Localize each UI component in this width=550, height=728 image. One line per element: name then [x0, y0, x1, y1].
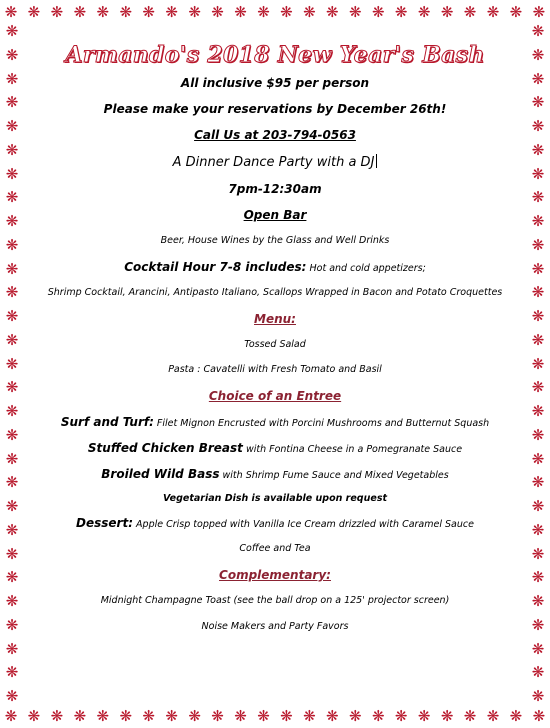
- snowflake-icon: ❋: [142, 706, 155, 725]
- border-right: [526, 24, 550, 704]
- snowflake-icon: ❋: [531, 24, 545, 40]
- snowflake-icon: ❋: [5, 473, 19, 492]
- snowflake-icon: ❋: [280, 2, 293, 21]
- snowflake-icon: ❋: [531, 449, 545, 468]
- snowflake-icon: ❋: [142, 2, 155, 21]
- snowflake-icon: ❋: [531, 283, 545, 302]
- snowflake-icon: ❋: [5, 24, 19, 40]
- snowflake-icon: ❋: [5, 69, 19, 88]
- snowflake-icon: ❋: [188, 2, 201, 21]
- snowflake-icon: ❋: [5, 45, 19, 64]
- open-bar-details: Beer, House Wines by the Glass and Well Drinks: [160, 235, 390, 246]
- menu-heading: Menu:: [254, 311, 296, 326]
- snowflake-icon: ❋: [5, 544, 19, 563]
- snowflake-icon: ❋: [5, 188, 19, 207]
- snowflake-icon: ❋: [486, 706, 500, 725]
- border-left: [0, 24, 24, 704]
- snowflake-icon: ❋: [531, 402, 545, 420]
- entree-rest: with Shrimp Fume Sauce and Mixed Vegetables: [222, 470, 449, 482]
- snowflake-icon: ❋: [5, 520, 19, 539]
- snowflake-icon: ❋: [5, 307, 19, 325]
- snowflake-icon: ❋: [5, 354, 19, 373]
- snowflake-icon: ❋: [371, 2, 385, 21]
- snowflake-icon: ❋: [531, 188, 545, 207]
- snowflake-icon: ❋: [280, 706, 293, 725]
- snowflake-icon: ❋: [531, 69, 545, 88]
- flyer-content: [36, 36, 514, 645]
- snowflake-icon: ❋: [394, 2, 408, 21]
- snowflake-icon: ❋: [531, 330, 545, 349]
- party-text: A Dinner Dance Party with a DJ: [172, 155, 375, 170]
- menu-pasta: Pasta : Cavatelli with Fresh Tomato and Basil: [168, 364, 382, 376]
- phone-line: Call Us at 203-794-0563: [194, 128, 356, 142]
- snowflake-icon: ❋: [531, 378, 545, 397]
- dessert-line: [36, 516, 514, 530]
- snowflake-icon: ❋: [326, 706, 339, 725]
- cocktail-rest: Hot and cold appetizers;: [309, 262, 426, 274]
- favors-line: Noise Makers and Party Favors: [201, 620, 349, 632]
- toast-line: Midnight Champagne Toast (see the ball drop on a 125' projector screen): [100, 594, 450, 606]
- dessert-rest: Apple Crisp topped with Vanilla Ice Cream drizzled with Caramel Sauce: [136, 519, 474, 531]
- snowflake-icon: ❋: [211, 2, 224, 21]
- snowflake-icon: ❋: [371, 706, 385, 725]
- snowflake-icon: ❋: [531, 354, 545, 373]
- snowflake-icon: ❋: [531, 639, 545, 658]
- snowflake-icon: ❋: [532, 2, 546, 21]
- snowflake-icon: ❋: [326, 2, 339, 21]
- snowflake-icon: ❋: [531, 687, 545, 704]
- snowflake-icon: ❋: [349, 2, 362, 21]
- snowflake-icon: ❋: [4, 2, 18, 21]
- snowflake-icon: ❋: [486, 2, 500, 21]
- snowflake-icon: ❋: [440, 706, 454, 725]
- snowflake-icon: ❋: [303, 2, 316, 21]
- entree-item: [36, 467, 514, 481]
- snowflake-icon: ❋: [532, 706, 546, 725]
- page-title: Armando's 2018 New Year's Bash: [65, 42, 485, 68]
- snowflake-icon: ❋: [27, 706, 41, 725]
- entree-lead: Surf and Turf:: [60, 415, 154, 430]
- snowflake-icon: ❋: [50, 2, 64, 21]
- cocktail-line: [36, 260, 514, 274]
- snowflake-icon: ❋: [73, 2, 87, 21]
- snowflake-icon: ❋: [5, 212, 19, 230]
- snowflake-icon: ❋: [531, 93, 545, 112]
- snowflake-icon: ❋: [303, 706, 316, 725]
- text-cursor: [376, 154, 377, 168]
- snowflake-icon: ❋: [119, 706, 133, 725]
- snowflake-icon: ❋: [463, 706, 477, 725]
- snowflake-icon: ❋: [5, 449, 19, 468]
- snowflake-icon: ❋: [5, 164, 19, 183]
- snowflake-icon: ❋: [5, 93, 19, 112]
- snowflake-icon: ❋: [27, 2, 41, 21]
- entree-item: [36, 415, 514, 429]
- snowflake-icon: ❋: [5, 687, 19, 704]
- snowflake-icon: ❋: [211, 706, 224, 725]
- snowflake-icon: ❋: [5, 235, 19, 254]
- snowflake-icon: ❋: [5, 283, 19, 302]
- border-bottom: [0, 704, 550, 728]
- snowflake-icon: ❋: [96, 706, 110, 725]
- snowflake-icon: ❋: [5, 497, 19, 515]
- snowflake-icon: ❋: [165, 706, 178, 725]
- snowflake-icon: ❋: [257, 2, 270, 21]
- snowflake-icon: ❋: [531, 164, 545, 183]
- snowflake-icon: ❋: [531, 568, 545, 587]
- snowflake-icon: ❋: [188, 706, 201, 725]
- snowflake-icon: ❋: [531, 663, 545, 682]
- snowflake-icon: ❋: [531, 259, 545, 278]
- snowflake-icon: ❋: [257, 706, 270, 725]
- snowflake-icon: ❋: [165, 2, 178, 21]
- time-line: 7pm-12:30am: [228, 182, 322, 196]
- cocktail-items: Shrimp Cocktail, Arancini, Antipasto Italiano, Scallops Wrapped in Bacon and Potato Croquettes: [47, 286, 503, 298]
- snowflake-icon: ❋: [5, 568, 19, 587]
- snowflake-icon: ❋: [5, 117, 19, 135]
- snowflake-icon: ❋: [531, 544, 545, 563]
- snowflake-icon: ❋: [531, 45, 545, 64]
- snowflake-icon: ❋: [531, 592, 545, 610]
- cocktail-lead: Cocktail Hour 7-8 includes:: [124, 259, 307, 274]
- reservation-line: Please make your reservations by December 26th!: [103, 102, 447, 116]
- entree-rest: with Fontina Cheese in a Pomegranate Sauce: [245, 444, 463, 456]
- snowflake-icon: ❋: [5, 663, 19, 682]
- snowflake-icon: ❋: [5, 592, 19, 610]
- border-top: [0, 0, 550, 24]
- snowflake-icon: ❋: [234, 706, 247, 725]
- dessert-lead: Dessert:: [76, 516, 134, 531]
- party-line: [36, 154, 514, 170]
- price-line: All inclusive $95 per person: [180, 76, 370, 90]
- snowflake-icon: ❋: [417, 2, 431, 21]
- entree-lead: Broiled Wild Bass: [101, 467, 220, 482]
- snowflake-icon: ❋: [531, 307, 545, 325]
- snowflake-icon: ❋: [5, 402, 19, 420]
- snowflake-icon: ❋: [50, 706, 64, 725]
- snowflake-icon: ❋: [531, 473, 545, 492]
- snowflake-icon: ❋: [531, 497, 545, 515]
- snowflake-icon: ❋: [463, 2, 477, 21]
- snowflake-icon: ❋: [531, 520, 545, 539]
- snowflake-icon: ❋: [5, 259, 19, 278]
- snowflake-icon: ❋: [5, 140, 19, 159]
- menu-salad: Tossed Salad: [244, 338, 306, 350]
- snowflake-icon: ❋: [531, 425, 545, 444]
- entree-heading: Choice of an Entree: [208, 389, 342, 404]
- snowflake-icon: ❋: [349, 706, 362, 725]
- snowflake-icon: ❋: [531, 212, 545, 230]
- snowflake-icon: ❋: [440, 2, 454, 21]
- snowflake-icon: ❋: [5, 639, 19, 658]
- snowflake-icon: ❋: [119, 2, 133, 21]
- entree-item: [36, 441, 514, 455]
- snowflake-icon: ❋: [234, 2, 247, 21]
- snowflake-icon: ❋: [5, 330, 19, 349]
- coffee-line: Coffee and Tea: [239, 543, 311, 555]
- open-bar-heading: Open Bar: [243, 208, 307, 222]
- snowflake-icon: ❋: [531, 615, 545, 634]
- entree-rest: Filet Mignon Encrusted with Porcini Mushrooms and Butternut Squash: [156, 418, 490, 430]
- snowflake-icon: ❋: [5, 378, 19, 397]
- snowflake-icon: ❋: [4, 706, 18, 725]
- snowflake-icon: ❋: [73, 706, 87, 725]
- snowflake-icon: ❋: [5, 425, 19, 444]
- vegetarian-line: Vegetarian Dish is available upon request: [162, 493, 388, 505]
- snowflake-icon: ❋: [531, 117, 545, 135]
- snowflake-icon: ❋: [531, 235, 545, 254]
- snowflake-icon: ❋: [509, 706, 523, 725]
- snowflake-icon: ❋: [394, 706, 408, 725]
- entree-lead: Stuffed Chicken Breast: [87, 441, 243, 456]
- complementary-heading: Complementary:: [219, 567, 331, 582]
- snowflake-icon: ❋: [509, 2, 523, 21]
- snowflake-icon: ❋: [5, 615, 19, 634]
- snowflake-icon: ❋: [417, 706, 431, 725]
- snowflake-icon: ❋: [96, 2, 110, 21]
- snowflake-icon: ❋: [531, 140, 545, 159]
